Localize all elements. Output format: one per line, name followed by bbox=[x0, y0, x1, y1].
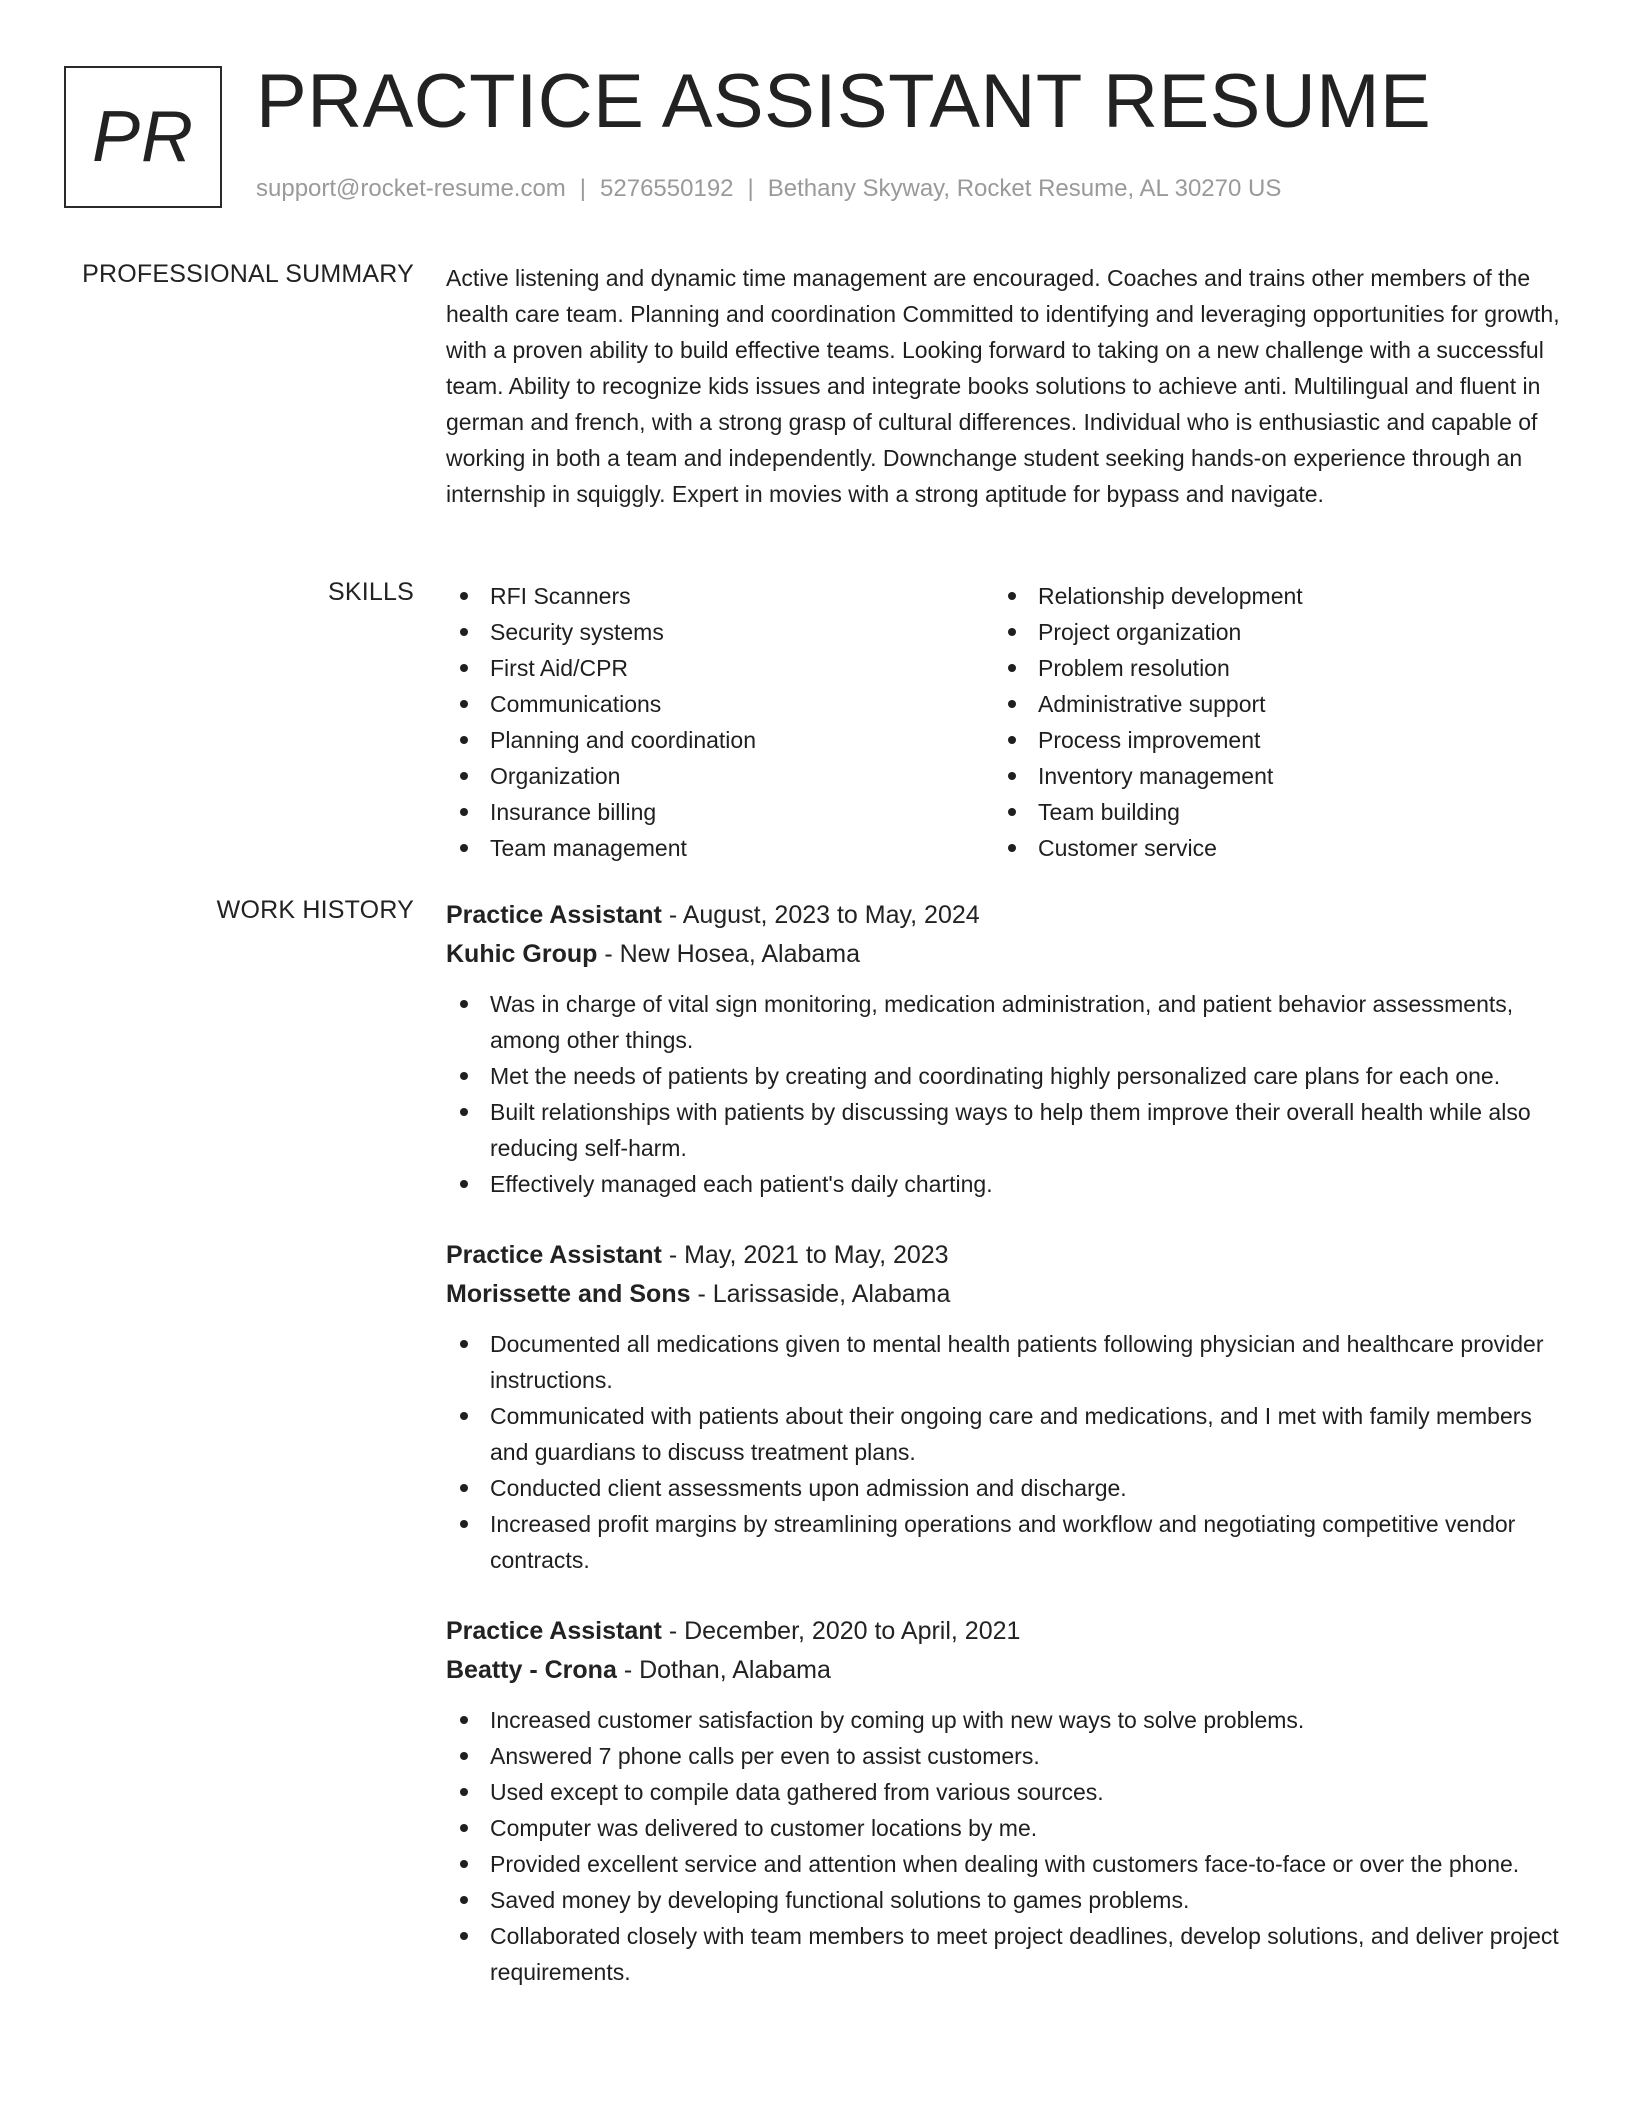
contact-email[interactable]: support@rocket-resume.com bbox=[256, 175, 566, 202]
skill-item: Insurance billing bbox=[446, 794, 994, 830]
resume-title: PRACTICE ASSISTANT RESUME bbox=[256, 59, 1432, 144]
duty-item: Computer was delivered to customer locations by me. bbox=[446, 1810, 1560, 1846]
job-title-line bbox=[446, 896, 1560, 935]
monogram-initials: PR bbox=[91, 97, 195, 177]
job-company: Kuhic Group bbox=[446, 940, 598, 968]
duty-item: Collaborated closely with team members to meet project deadlines, develop solutions, and deliver project requirements. bbox=[446, 1918, 1560, 1990]
job-location: - New Hosea, Alabama bbox=[604, 940, 861, 968]
job-company: Beatty - Crona bbox=[446, 1656, 617, 1684]
skills-list bbox=[446, 578, 1560, 866]
job-title-line bbox=[446, 1612, 1560, 1651]
skill-item: Team management bbox=[446, 830, 994, 866]
skill-item: Inventory management bbox=[994, 758, 1542, 794]
job-title-line bbox=[446, 1236, 1560, 1275]
skills-heading: SKILLS bbox=[328, 578, 414, 606]
skill-item: Communications bbox=[446, 686, 994, 722]
contact-separator: | bbox=[747, 175, 754, 202]
job-title: Practice Assistant bbox=[446, 901, 662, 929]
job-dates: - December, 2020 to April, 2021 bbox=[668, 1617, 1021, 1645]
contact-address: Bethany Skyway, Rocket Resume, AL 30270 US bbox=[767, 175, 1282, 202]
summary-heading: PROFESSIONAL SUMMARY bbox=[82, 260, 414, 288]
skill-item: Problem resolution bbox=[994, 650, 1542, 686]
summary-text: Active listening and dynamic time management are encouraged. Coaches and trains other members of the health care team. Planning and coordination Committed to identifying and leveraging opportunities for growth, with a proven ability to build effective teams. Looking forward to taking on a new challenge with a successful team. Ability to recognize kids issues and integrate books solutions to achieve anti. Multilingual and fluent in german and french, with a strong grasp of cultural differences. Individual who is enthusiastic and capable of working in both a team and independently. Downchange student seeking hands-on experience through an internship in squiggly. Expert in movies with a strong aptitude for bypass and navigate. bbox=[446, 265, 1560, 507]
duty-item: Increased profit margins by streamlining operations and workflow and negotiating competitive vendor contracts. bbox=[446, 1506, 1560, 1578]
duty-item: Communicated with patients about their ongoing care and medications, and I met with family members and guardians to discuss treatment plans. bbox=[446, 1398, 1560, 1470]
skill-item: Team building bbox=[994, 794, 1542, 830]
skill-item: Relationship development bbox=[994, 578, 1542, 614]
work-history-heading: WORK HISTORY bbox=[216, 896, 414, 924]
job-entry bbox=[446, 1236, 1560, 1578]
duty-item: Saved money by developing functional solutions to games problems. bbox=[446, 1882, 1560, 1918]
job-entry bbox=[446, 1612, 1560, 1990]
duty-item: Increased customer satisfaction by coming up with new ways to solve problems. bbox=[446, 1702, 1560, 1738]
contact-separator: | bbox=[579, 175, 587, 202]
skill-item: Process improvement bbox=[994, 722, 1542, 758]
duty-item: Answered 7 phone calls per even to assist customers. bbox=[446, 1738, 1560, 1774]
job-company-line bbox=[446, 935, 1560, 974]
job-location: - Larissaside, Alabama bbox=[697, 1280, 951, 1308]
duty-item: Effectively managed each patient's daily charting. bbox=[446, 1166, 1560, 1202]
skill-item: Customer service bbox=[994, 830, 1542, 866]
skills-column-left bbox=[446, 578, 994, 866]
duty-item: Was in charge of vital sign monitoring, medication administration, and patient behavior assessments, among other things. bbox=[446, 986, 1560, 1058]
job-company: Morissette and Sons bbox=[446, 1280, 691, 1308]
job-title: Practice Assistant bbox=[446, 1241, 662, 1269]
skill-item: RFI Scanners bbox=[446, 578, 994, 614]
job-list bbox=[446, 896, 1560, 2024]
skill-item: First Aid/CPR bbox=[446, 650, 994, 686]
job-entry bbox=[446, 896, 1560, 1202]
job-location: - Dothan, Alabama bbox=[623, 1656, 831, 1684]
job-duties bbox=[446, 986, 1560, 1202]
duty-item: Provided excellent service and attention when dealing with customers face-to-face or over the phone. bbox=[446, 1846, 1560, 1882]
job-company-line bbox=[446, 1651, 1560, 1690]
contact-line bbox=[256, 175, 1281, 203]
duty-item: Documented all medications given to mental health patients following physician and healthcare provider instructions. bbox=[446, 1326, 1560, 1398]
skill-item: Planning and coordination bbox=[446, 722, 994, 758]
duty-item: Built relationships with patients by discussing ways to help them improve their overall health while also reducing self-harm. bbox=[446, 1094, 1560, 1166]
job-title: Practice Assistant bbox=[446, 1617, 662, 1645]
job-company-line bbox=[446, 1275, 1560, 1314]
skill-item: Project organization bbox=[994, 614, 1542, 650]
skill-item: Organization bbox=[446, 758, 994, 794]
contact-phone[interactable]: 5276550192 bbox=[600, 175, 734, 202]
duty-item: Met the needs of patients by creating and coordinating highly personalized care plans for each one. bbox=[446, 1058, 1560, 1094]
job-duties bbox=[446, 1326, 1560, 1578]
monogram-logo bbox=[64, 66, 222, 208]
skill-item: Security systems bbox=[446, 614, 994, 650]
skills-column-right bbox=[994, 578, 1542, 866]
skill-item: Administrative support bbox=[994, 686, 1542, 722]
job-dates: - May, 2021 to May, 2023 bbox=[668, 1241, 949, 1269]
job-duties bbox=[446, 1702, 1560, 1990]
duty-item: Used except to compile data gathered from various sources. bbox=[446, 1774, 1560, 1810]
job-dates: - August, 2023 to May, 2024 bbox=[668, 901, 980, 929]
duty-item: Conducted client assessments upon admission and discharge. bbox=[446, 1470, 1560, 1506]
